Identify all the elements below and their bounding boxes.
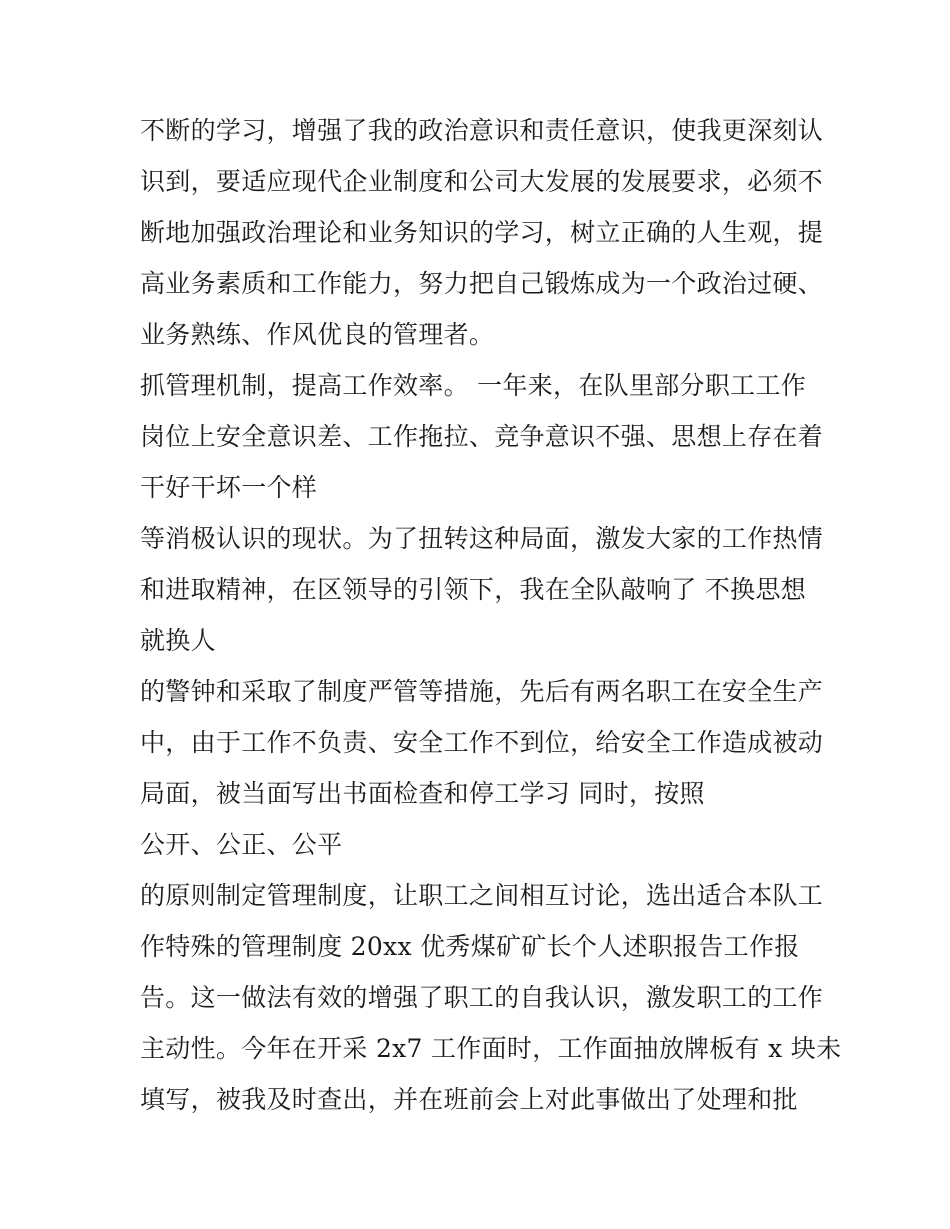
- text-line: 公开、公正、公平: [140, 830, 343, 859]
- text-line: 业务熟练、作风优良的管理者。: [140, 320, 495, 349]
- text-line: 作特殊的管理制度 20xx 优秀煤矿矿长个人述职报告工作报: [140, 932, 800, 961]
- text-line: 和进取精神，在区领导的引领下，我在全队敲响了 不换思想: [140, 575, 807, 604]
- text-line: 的原则制定管理制度，让职工之间相互讨论，选出适合本队工: [140, 881, 824, 910]
- text-line: 不断的学习，增强了我的政治意识和责任意识，使我更深刻认: [140, 116, 824, 145]
- text-line: 局面，被当面写出书面检查和停工学习 同时，按照: [140, 779, 705, 808]
- text-line: 等消极认识的现状。为了扭转这种局面，激发大家的工作热情: [140, 524, 824, 553]
- text-line: 填写，被我及时查出，并在班前会上对此事做出了处理和批: [140, 1085, 798, 1114]
- text-line: 干好干坏一个样: [140, 473, 318, 502]
- text-line: 告。这一做法有效的增强了职工的自我认识，激发职工的工作: [140, 983, 824, 1012]
- text-line: 识到，要适应现代企业制度和公司大发展的发展要求，必须不: [140, 167, 824, 196]
- text-line: 中，由于工作不负责、安全工作不到位，给安全工作造成被动: [140, 728, 824, 757]
- text-line: 就换人: [140, 626, 216, 655]
- text-line: 高业务素质和工作能力，努力把自己锻炼成为一个政治过硬、: [140, 269, 824, 298]
- document-body: [140, 105, 842, 1125]
- text-line: 断地加强政治理论和业务知识的学习，树立正确的人生观，提: [140, 218, 824, 247]
- text-line: 抓管理机制，提高工作效率。 一年来，在队里部分职工工作: [140, 371, 807, 400]
- text-line: 岗位上安全意识差、工作拖拉、竞争意识不强、思想上存在着: [140, 422, 824, 451]
- text-line: 的警钟和采取了制度严管等措施，先后有两名职工在安全生产: [140, 677, 824, 706]
- text-line: 主动性。今年在开采 2x7 工作面时，工作面抽放牌板有 x 块未: [140, 1034, 842, 1063]
